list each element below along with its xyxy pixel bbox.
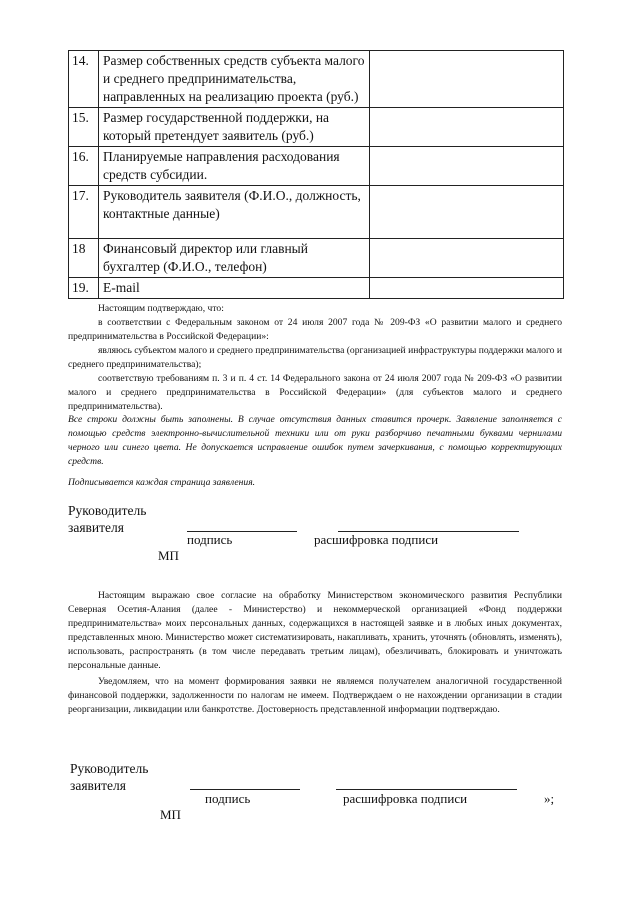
row-label: E-mail	[99, 278, 370, 299]
row-label: Размер государственной поддержки, на который претендует заявитель (руб.)	[99, 108, 370, 147]
confirmation-requirements: соответствую требованиям п. 3 и п. 4 ст. 14 Федерального закона от 24 июля 2007 года № 209-ФЗ «О развитии малого и среднего предпринимательства в Российской Федерации» (для субъектов малого и среднего предпринимательства).	[68, 373, 562, 412]
table-row	[69, 108, 564, 147]
row-number: 19.	[69, 278, 99, 299]
stamp-placeholder: МП	[158, 548, 179, 563]
signature-caption: подпись	[205, 791, 251, 806]
row-value-field[interactable]	[370, 186, 564, 239]
table-row	[69, 51, 564, 108]
table-row	[69, 147, 564, 186]
page-signing-note	[68, 476, 562, 490]
row-number: 18	[69, 239, 99, 278]
confirmation-intro: Настоящим подтверждаю, что:	[98, 303, 224, 314]
table-row	[69, 239, 564, 278]
stamp-placeholder: МП	[160, 807, 181, 822]
filling-instructions-text: Все строки должны быть заполнены. В случае отсутствия данных ставится прочерк. Заявление заполняется с помощью средств электронно-вычислительной техники или от руки разборчиво печатными буквами чернилами черного или синего цвета. Не допускается исправление ошибок путем зачеркивания, с помощью корректирующих средств.	[68, 414, 562, 467]
row-value-field[interactable]	[370, 147, 564, 186]
signature-caption: подпись	[187, 532, 233, 547]
signature-decode-caption: расшифровка подписи	[314, 532, 439, 547]
row-number: 15.	[69, 108, 99, 147]
row-label: Планируемые направления расходования средств субсидии.	[99, 147, 370, 186]
signatory-title-1: Руководитель	[70, 761, 149, 776]
row-value-field[interactable]	[370, 51, 564, 108]
confirmation-block	[68, 302, 562, 414]
signature-decode-caption: расшифровка подписи	[343, 791, 468, 806]
no-debt-statement	[68, 675, 562, 717]
row-number: 14.	[69, 51, 99, 108]
confirmation-law: в соответствии с Федеральным законом от 24 июля 2007 года № 209-ФЗ «О развитии малого и среднего предпринимательства в Российской Федерации»:	[68, 317, 562, 342]
application-form-table	[68, 50, 564, 299]
filling-instructions	[68, 413, 562, 469]
row-label: Размер собственных средств субъекта малого и среднего предпринимательства, направленных на реализацию проекта (руб.)	[99, 51, 370, 108]
row-label: Финансовый директор или главный бухгалтер (Ф.И.О., телефон)	[99, 239, 370, 278]
table-row	[69, 278, 564, 299]
row-value-field[interactable]	[370, 239, 564, 278]
signatory-title-2: заявителя	[68, 520, 124, 535]
row-value-field[interactable]	[370, 278, 564, 299]
row-label: Руководитель заявителя (Ф.И.О., должность, контактные данные)	[99, 186, 370, 239]
page-signing-note-text: Подписывается каждая страница заявления.	[68, 477, 256, 488]
table-row	[69, 186, 564, 239]
row-value-field[interactable]	[370, 108, 564, 147]
row-number: 17.	[69, 186, 99, 239]
row-number: 16.	[69, 147, 99, 186]
confirmation-subject: являюсь субъектом малого и среднего предпринимательства (организацией инфраструктуры поддержки малого и среднего предпринимательства);	[68, 345, 562, 370]
personal-data-consent	[68, 589, 562, 673]
signature-decode-line[interactable]	[336, 789, 517, 790]
signature-line[interactable]	[190, 789, 300, 790]
personal-data-consent-text: Настоящим выражаю свое согласие на обработку Министерством экономического развития Республики Северная Осетия-Алания (далее - Министерство) и некоммерческой организацией «Фонд поддержки предпринимательства» моих персональных данных, содержащихся в настоящей заявке и в любых иных документах, представленных мною. Министерство может систематизировать, накапливать, хранить, уточнять (обновлять, изменять), использовать, распространять (в том числе передавать третьим лицам), обезличивать, блокировать и уничтожать персональные данные.	[68, 590, 562, 671]
signatory-title-1: Руководитель	[68, 503, 147, 518]
signatory-title-2: заявителя	[70, 778, 126, 793]
no-debt-statement-text: Уведомляем, что на момент формирования заявки не являемся получателем аналогичной государственной финансовой поддержки, задолженности по налогам не имеем. Подтверждаем о не нахождении организации в стадии реорганизации, ликвидации или банкротстве. Достоверность представленной информации подтверждаю.	[68, 676, 562, 715]
closing-quote: »;	[544, 791, 555, 806]
